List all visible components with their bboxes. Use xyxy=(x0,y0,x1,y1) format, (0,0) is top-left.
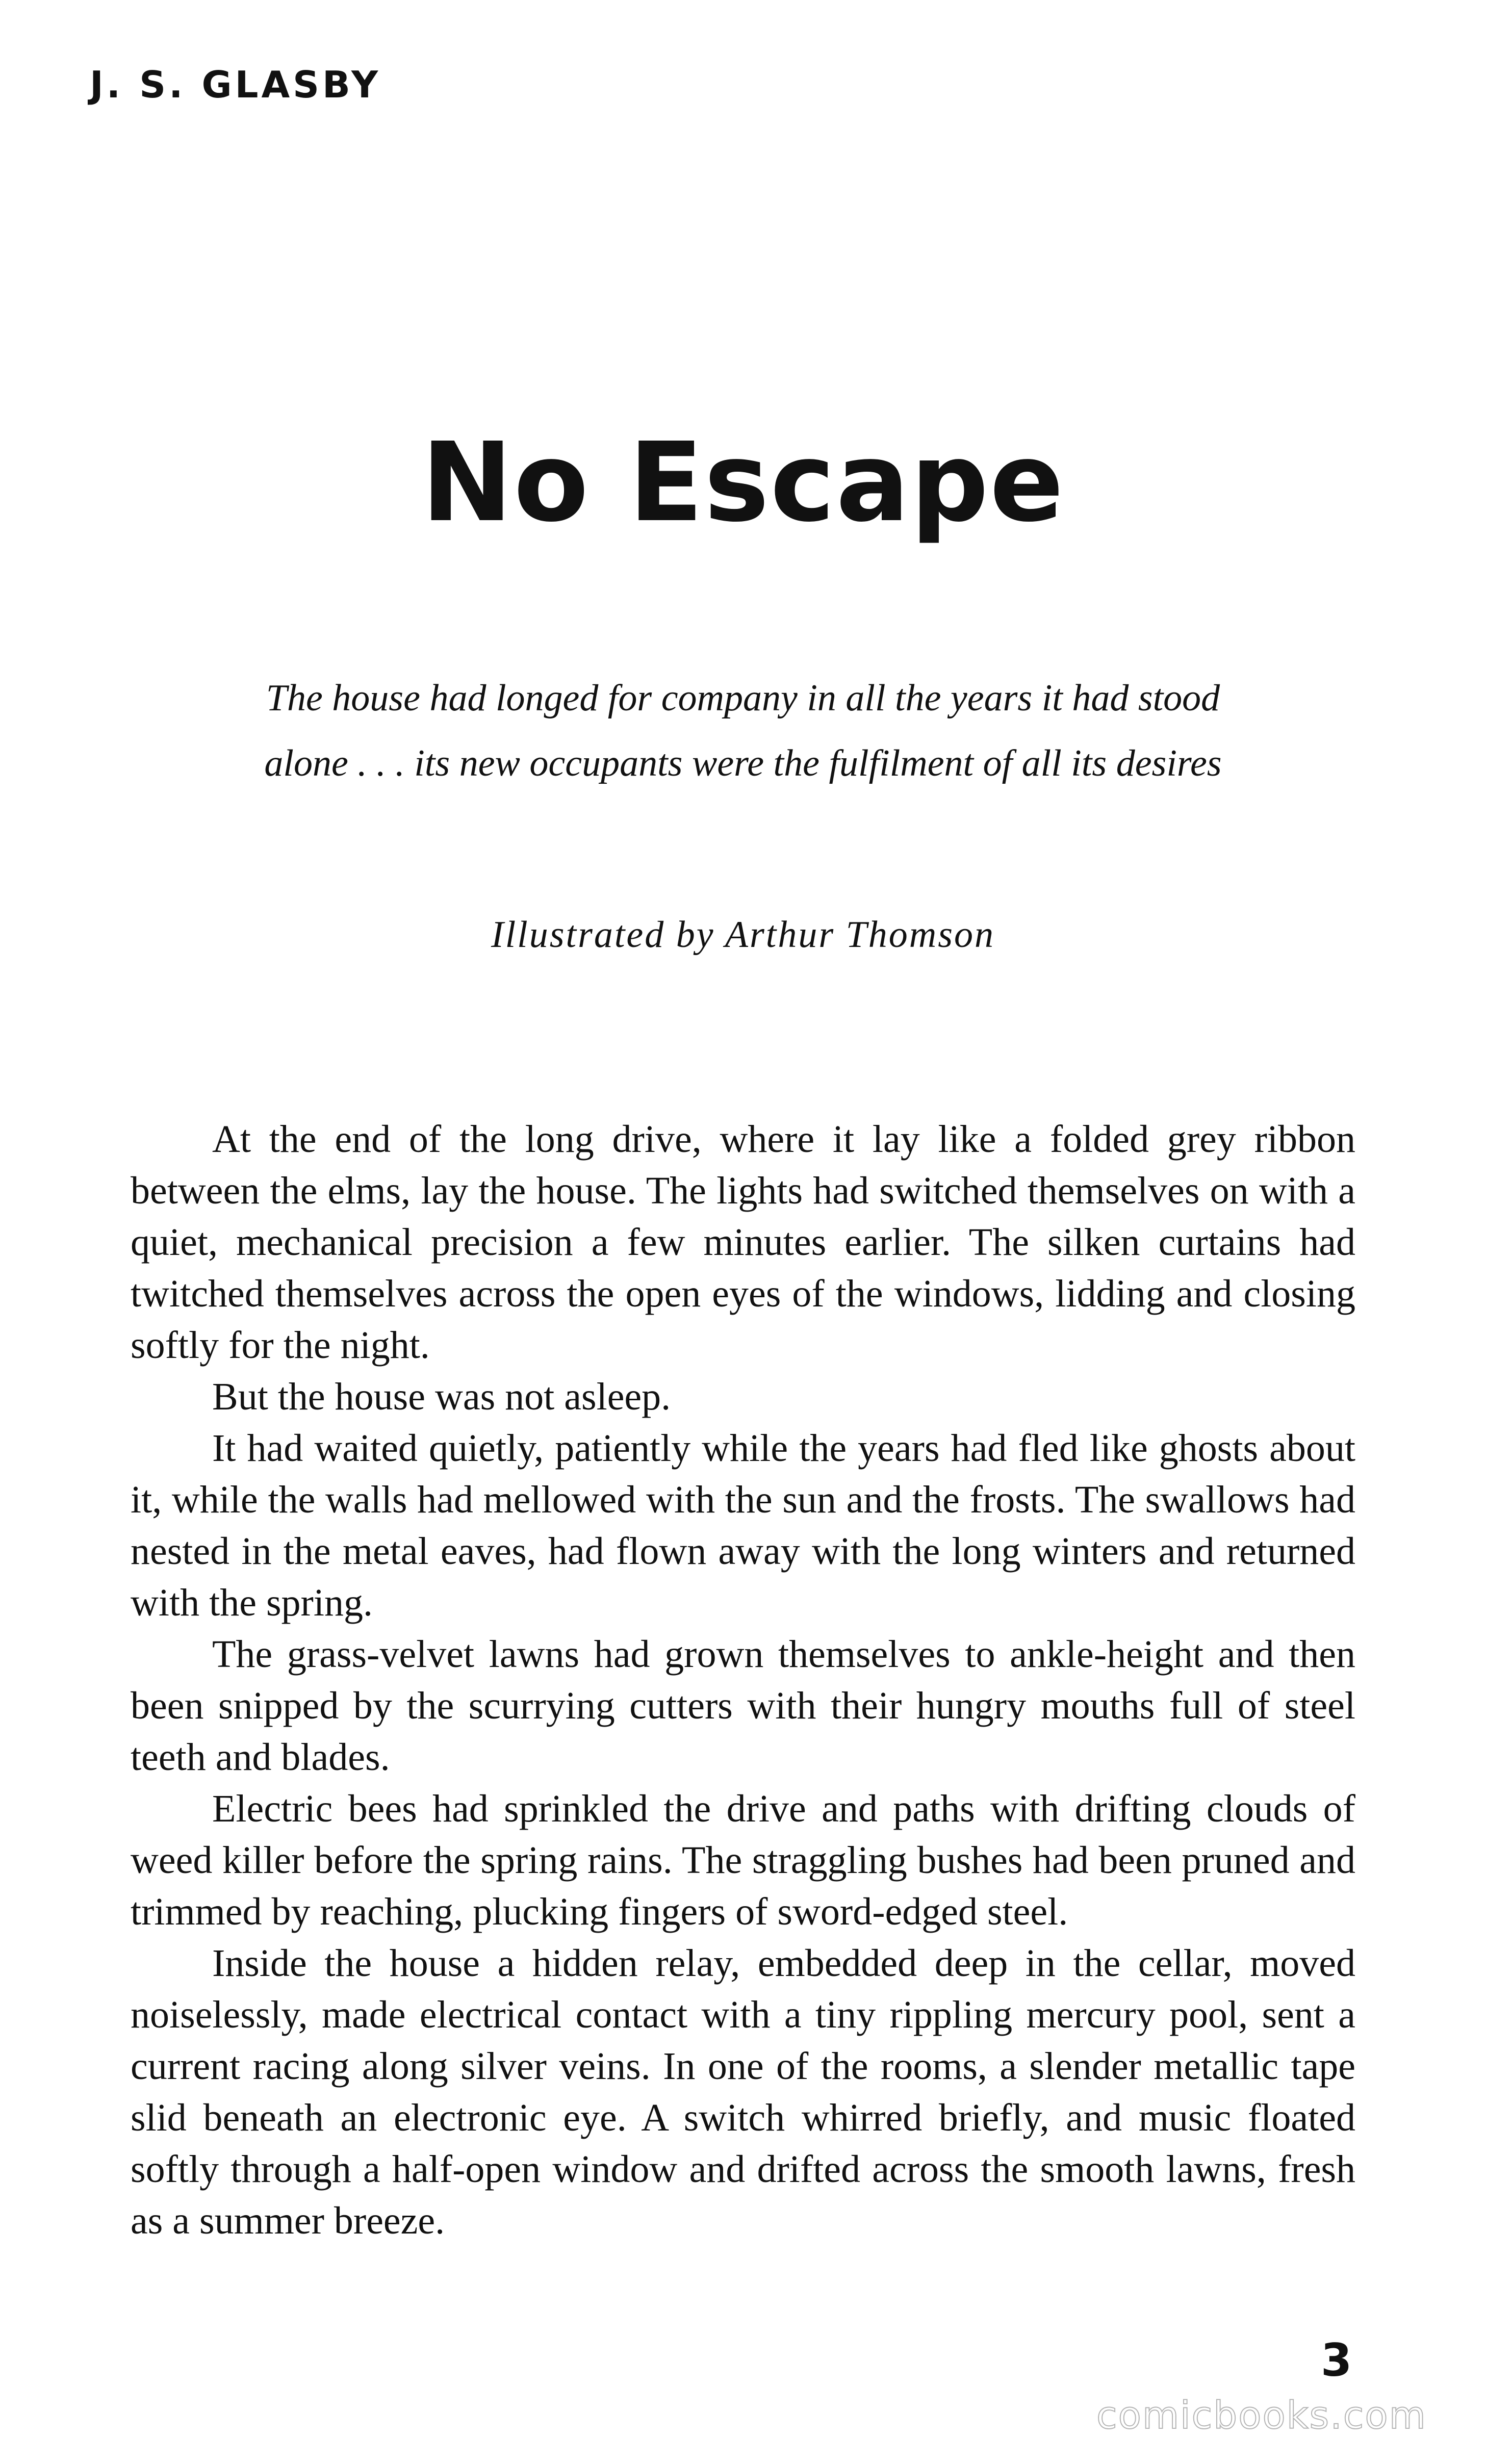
body-paragraph: But the house was not asleep. xyxy=(212,1375,671,1418)
body-paragraph: Electric bees had sprinkled the drive and paths with drifting clouds of weed killer before the spring rains. The straggling bushes had been pruned and trimmed by reaching, plucking fingers of sword-edged steel. xyxy=(131,1787,1355,1933)
body-paragraph: It had waited quietly, patiently while the years had fled like ghosts about it, while the walls had mellowed with the sun and the frosts. The swallows had nested in the metal eaves, had flown away with the long winters and returned with the spring. xyxy=(131,1427,1355,1624)
body-paragraph: The grass-velvet lawns had grown themselves to ankle-height and then been snipped by the scurrying cutters with their hungry mouths full of steel teeth and blades. xyxy=(131,1633,1355,1779)
body-paragraph: Inside the house a hidden relay, embedded deep in the cellar, moved noiselessly, made electrical contact with a tiny rippling mercury pool, sent a current racing along silver veins. In one of the rooms, a slender metallic tape slid beneath an electronic eye. A switch whirred briefly, and music floated softly through a half-open window and drifted across the smooth lawns, fresh as a summer breeze. xyxy=(131,1942,1355,2242)
story-title: No Escape xyxy=(421,419,1065,546)
page-number: 3 xyxy=(1321,2334,1352,2386)
author-name: J. S. GLASBY xyxy=(90,63,381,106)
story-subtitle xyxy=(204,665,1282,796)
story-body xyxy=(131,1114,1355,2247)
watermark-text: comicbooks.com xyxy=(1096,2394,1427,2437)
illustrator-credit: Illustrated by Arthur Thomson xyxy=(491,914,995,956)
subtitle-line: alone . . . its new occupants were the fulfilment of all its desires xyxy=(264,742,1222,784)
body-paragraph: At the end of the long drive, where it lay like a folded grey ribbon between the elms, lay the house. The lights had switched themselves on with a quiet, mechanical precision a few minutes earlier. The silken curtains had twitched themselves across the open eyes of the windows, lidding and closing softly for the night. xyxy=(131,1118,1355,1367)
subtitle-line: The house had longed for company in all the years it had stood xyxy=(266,677,1220,719)
